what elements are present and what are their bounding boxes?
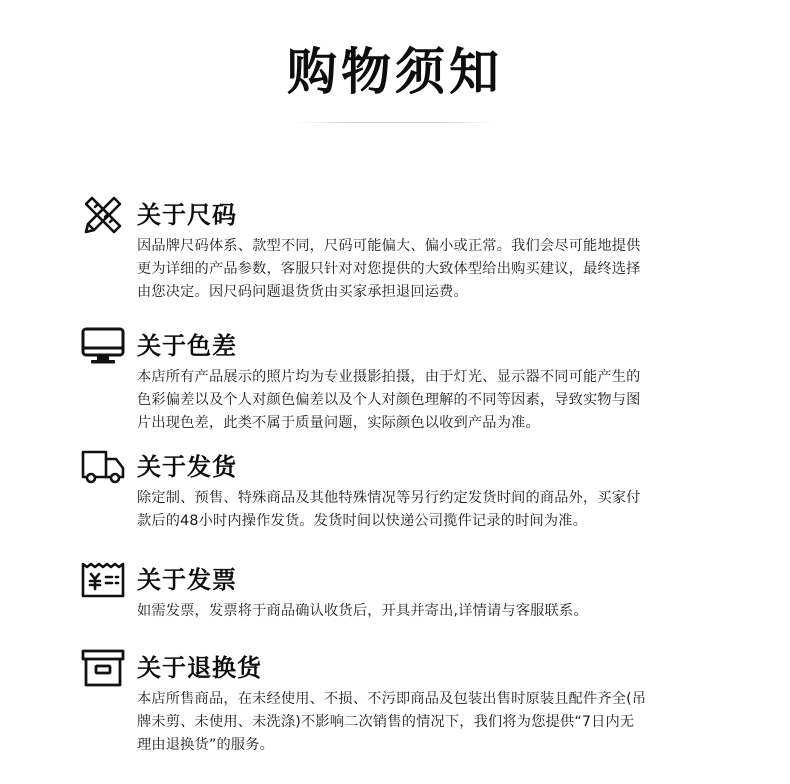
section-heading: 关于发票: [137, 566, 237, 594]
body-line: 因品牌尺码体系、款型不同，尺码可能偏大、偏小或正常。我们会尽可能地提供: [137, 238, 641, 254]
section-body: [137, 688, 723, 757]
delivery-truck-icon: [80, 447, 126, 487]
body-line: 本店所有产品展示的照片均为专业摄影拍摄，由于灯光、显示器不同可能产生的: [137, 369, 641, 385]
body-line: 本店所售商品，在未经使用、不损、不污即商品及包装出售时原装且配件齐全(吊: [137, 691, 647, 707]
monitor-icon: [80, 326, 126, 366]
section-heading: 关于退换货: [137, 654, 262, 682]
section-body: [137, 600, 723, 623]
title-divider: [295, 122, 495, 123]
section-heading: 关于尺码: [137, 201, 237, 229]
body-line: 片出现色差，此类不属于质量问题，实际颜色以收到产品为准。: [137, 415, 540, 431]
section-heading: 关于色差: [137, 332, 237, 360]
body-line: 牌未剪、未使用、未洗涤)不影响二次销售的情况下，我们将为您提供“7日内无: [137, 714, 635, 730]
section-body: [137, 366, 723, 435]
invoice-icon: [80, 560, 126, 600]
body-line: 由您决定。因尺码问题退货货由买家承担退回运费。: [137, 284, 468, 300]
body-line: 理由退换货”的服务。: [137, 737, 275, 753]
section-heading: 关于发货: [137, 453, 237, 481]
body-line: 款后的48小时内操作发货。发货时间以快递公司揽件记录的时间为准。: [137, 513, 588, 529]
section-body: [137, 235, 723, 304]
section-body: [137, 487, 723, 533]
body-line: 色彩偏差以及个人对颜色偏差以及个人对颜色理解的不同等因素，导致实物与图: [137, 392, 641, 408]
return-box-icon: [80, 648, 126, 688]
ruler-pencil-icon: [80, 195, 126, 235]
body-line: 如需发票，发票将于商品确认收货后，开具并寄出,详情请与客服联系。: [137, 603, 588, 619]
body-line: 除定制、预售、特殊商品及其他特殊情况等另行约定发货时间的商品外，买家付: [137, 490, 641, 506]
page-title: 购物须知: [287, 43, 503, 101]
body-line: 更为详细的产品参数，客服只针对对您提供的大致体型给出购买建议，最终选择: [137, 261, 641, 277]
